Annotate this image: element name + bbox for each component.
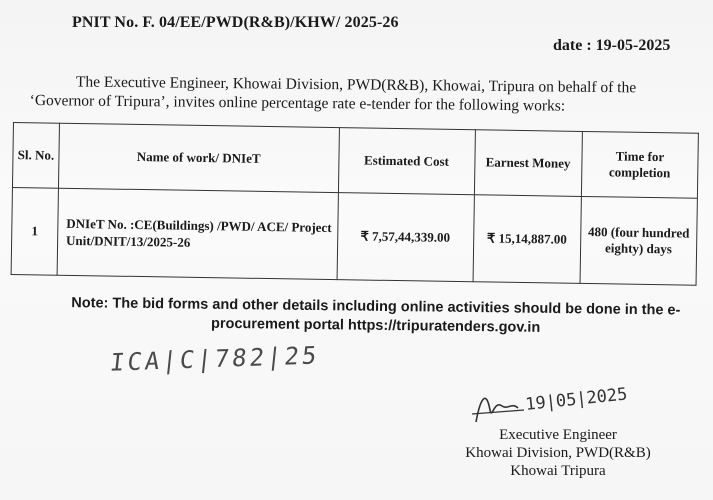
intro-line-1: The Executive Engineer, Khowai Division, PWD(R&B), Khowai, Tripura on behalf of the [75, 73, 637, 97]
handwritten-reference: ICA|C|782|25 [108, 341, 321, 377]
portal-note: Note: The bid forms and other details including online activities should be done in the e-procurement portal https://tripuratenders.gov.in [71, 295, 681, 336]
signature-date: 19|05|2025 [524, 384, 629, 415]
cell-earnest-money: ₹ 15,14,887.00 [473, 195, 582, 284]
intro-line-2: ‘Governor of Tripura’, invites online percentage rate e-tender for the following works: [29, 91, 566, 115]
header-estimated-cost: Estimated Cost [338, 128, 475, 195]
signatory-title: Executive Engineer [499, 427, 617, 443]
table-row [11, 187, 697, 285]
notice-date: date : 19-05-2025 [553, 37, 671, 54]
signatory-division: Khowai Division, PWD(R&B) [465, 445, 651, 461]
header-sl-no: Sl. No. [12, 123, 59, 189]
header-name-of-work: Name of work/ DNIeT [58, 123, 339, 192]
tender-table [11, 122, 699, 286]
signatory-location: Khowai Tripura [510, 463, 606, 479]
header-earnest-money: Earnest Money [474, 130, 582, 197]
cell-sl-no: 1 [11, 187, 58, 275]
cell-name-of-work: DNIeT No. :CE(Buildings) /PWD/ ACE/ Project Unit/DNIT/13/2025-26 [57, 188, 338, 279]
intro-paragraph [30, 72, 690, 117]
table-header-row [12, 123, 698, 199]
cell-estimated-cost: ₹ 7,57,44,339.00 [337, 193, 474, 282]
signatory-block [448, 426, 668, 480]
header-time-for-completion: Time for completion [581, 131, 698, 198]
signature-mark [468, 380, 648, 430]
pnit-number: PNIT No. F. 04/EE/PWD(R&B)/KHW/ 2025-26 [72, 14, 399, 31]
cell-time-for-completion: 480 (four hundred eighty) days [580, 196, 698, 285]
